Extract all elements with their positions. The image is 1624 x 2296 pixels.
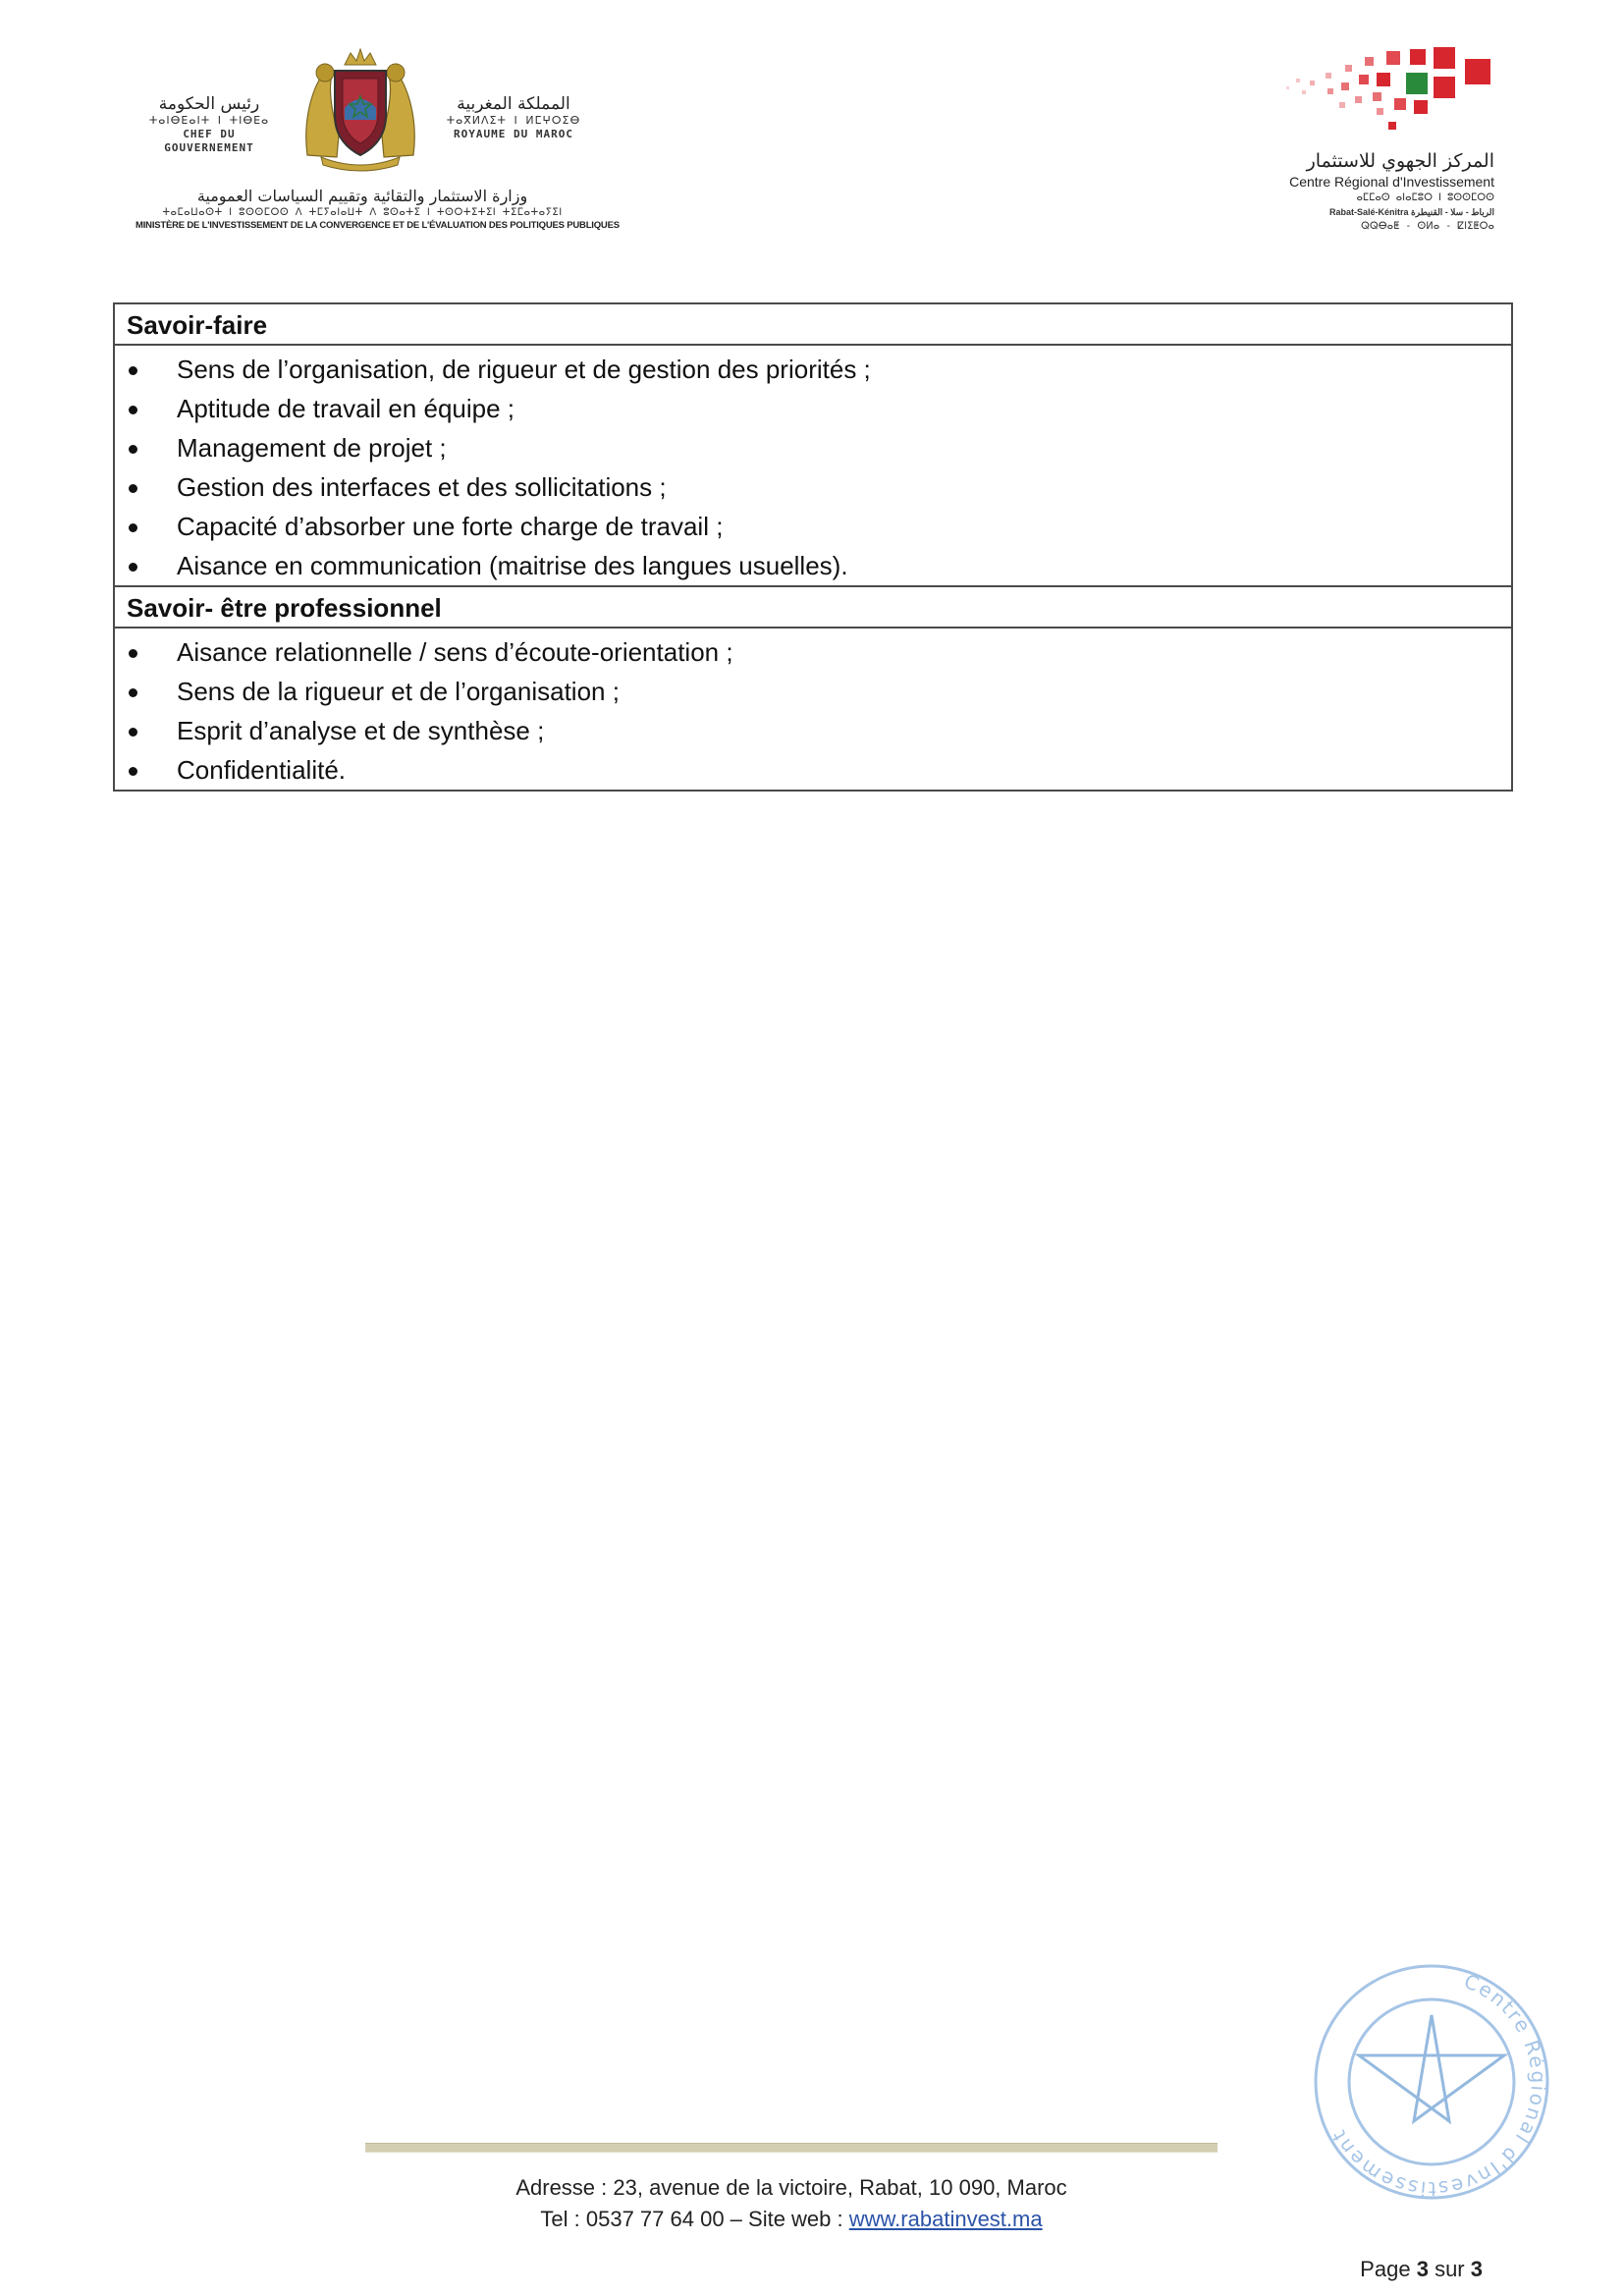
cri-tifinagh: ⴰⵎⵎⴰⵙ ⴰⵏⴰⵎⵓⵔ ⵏ ⵓⵙⵙⵎⵔⵙ	[1356, 192, 1494, 203]
list-item: Aptitude de travail en équipe ;	[115, 389, 1511, 428]
footer-divider	[365, 2143, 1218, 2153]
official-stamp-icon	[1304, 1954, 1559, 2210]
moroccan-coat-of-arms-icon	[299, 47, 421, 173]
ministry-arabic: وزارة الاستثمار والتقائية وتقييم السياسات العمومية	[196, 187, 528, 205]
page-word: Page	[1360, 2257, 1411, 2281]
page-of: sur	[1435, 2257, 1465, 2281]
ministry-block	[135, 187, 620, 232]
cri-region-tifinagh: ⵕⵕⴱⴰⵟ - ⵙⵍⴰ - ⵇⵏⵉⵟⵔⴰ	[1361, 221, 1494, 232]
list-item: Capacité d’absorber une forte charge de travail ;	[115, 507, 1511, 546]
svg-text:Centre Régional d'Investisseme	[1326, 1969, 1550, 2201]
gov-tifinagh: ⵜⴰⵏⴱⴹⴰⵏⵜ ⵏ ⵜⵏⴱⴹⴰ	[148, 114, 270, 127]
ministry-tifinagh: ⵜⴰⵎⴰⵡⴰⵙⵜ ⵏ ⵓⵙⵙⵎⵔⵙ ⴷ ⵜⵎⵢⴰⵏⴰⵡⵜ ⴷ ⵓⵙⴰⵜⵉ ⵏ ⵜⵙⵔⵜⵉⵜⵉⵏ ⵜⵉⵎⴰⵜⴰⵢⵉⵏ	[162, 207, 563, 218]
kingdom-block	[435, 94, 592, 141]
list-item: Sens de l’organisation, de rigueur et de gestion des priorités ;	[115, 350, 1511, 389]
gov-arabic: رئيس الحكومة	[158, 94, 260, 114]
kingdom-arabic: المملكة المغربية	[457, 94, 570, 114]
kingdom-french: ROYAUME DU MAROC	[454, 128, 573, 140]
list-item: Gestion des interfaces et des sollicitations ;	[115, 467, 1511, 507]
cri-logo-icon	[1280, 43, 1496, 141]
cri-region: Rabat-Salé-Kénitra الرباط - سلا - القنيطرة	[1328, 207, 1494, 217]
cri-french: Centre Régional d'Investissement	[1289, 174, 1494, 190]
skills-table	[113, 302, 1513, 792]
list-item: Aisance en communication (maitrise des langues usuelles).	[115, 546, 1511, 585]
section-title-savoir-faire: Savoir-faire	[115, 304, 1511, 346]
list-item: Esprit d’analyse et de synthèse ;	[115, 711, 1511, 750]
ministry-french: MINISTÈRE DE L'INVESTISSEMENT DE LA CONVERGENCE ET DE L'ÉVALUATION DES POLITIQUES PUBLIQUES	[135, 220, 620, 231]
page-current: 3	[1416, 2257, 1429, 2281]
list-item: Management de projet ;	[115, 428, 1511, 467]
cri-arabic: المركز الجهوي للاستثمار	[1306, 150, 1494, 172]
kingdom-tifinagh: ⵜⴰⴳⵍⴷⵉⵜ ⵏ ⵍⵎⵖⵔⵉⴱ	[446, 114, 581, 127]
savoir-faire-list	[115, 346, 1511, 585]
cri-name-block	[1267, 149, 1494, 234]
address-line: Adresse : 23, avenue de la victoire, Rabat, 10 090, Maroc	[515, 2175, 1067, 2200]
stamp-text: Centre Régional d'Investissement	[1326, 1969, 1551, 2202]
tel-text: Tel : 0537 77 64 00 – Site web :	[540, 2207, 849, 2231]
head-of-government-block	[135, 94, 283, 155]
savoir-etre-list	[115, 629, 1511, 790]
contact-line	[365, 2204, 1218, 2235]
government-header	[135, 47, 620, 244]
page-total: 3	[1470, 2257, 1483, 2281]
list-item: Aisance relationnelle / sens d’écoute-orientation ;	[115, 632, 1511, 672]
list-item: Confidentialité.	[115, 750, 1511, 790]
website-link[interactable]: www.rabatinvest.ma	[848, 2207, 1043, 2231]
footer-address	[365, 2172, 1218, 2235]
list-item: Sens de la rigueur et de l’organisation ;	[115, 672, 1511, 711]
cri-header	[1267, 43, 1502, 249]
section-title-savoir-etre: Savoir- être professionnel	[115, 585, 1511, 629]
page-number	[1335, 2257, 1483, 2282]
gov-french: CHEF DU GOUVERNEMENT	[164, 128, 254, 154]
